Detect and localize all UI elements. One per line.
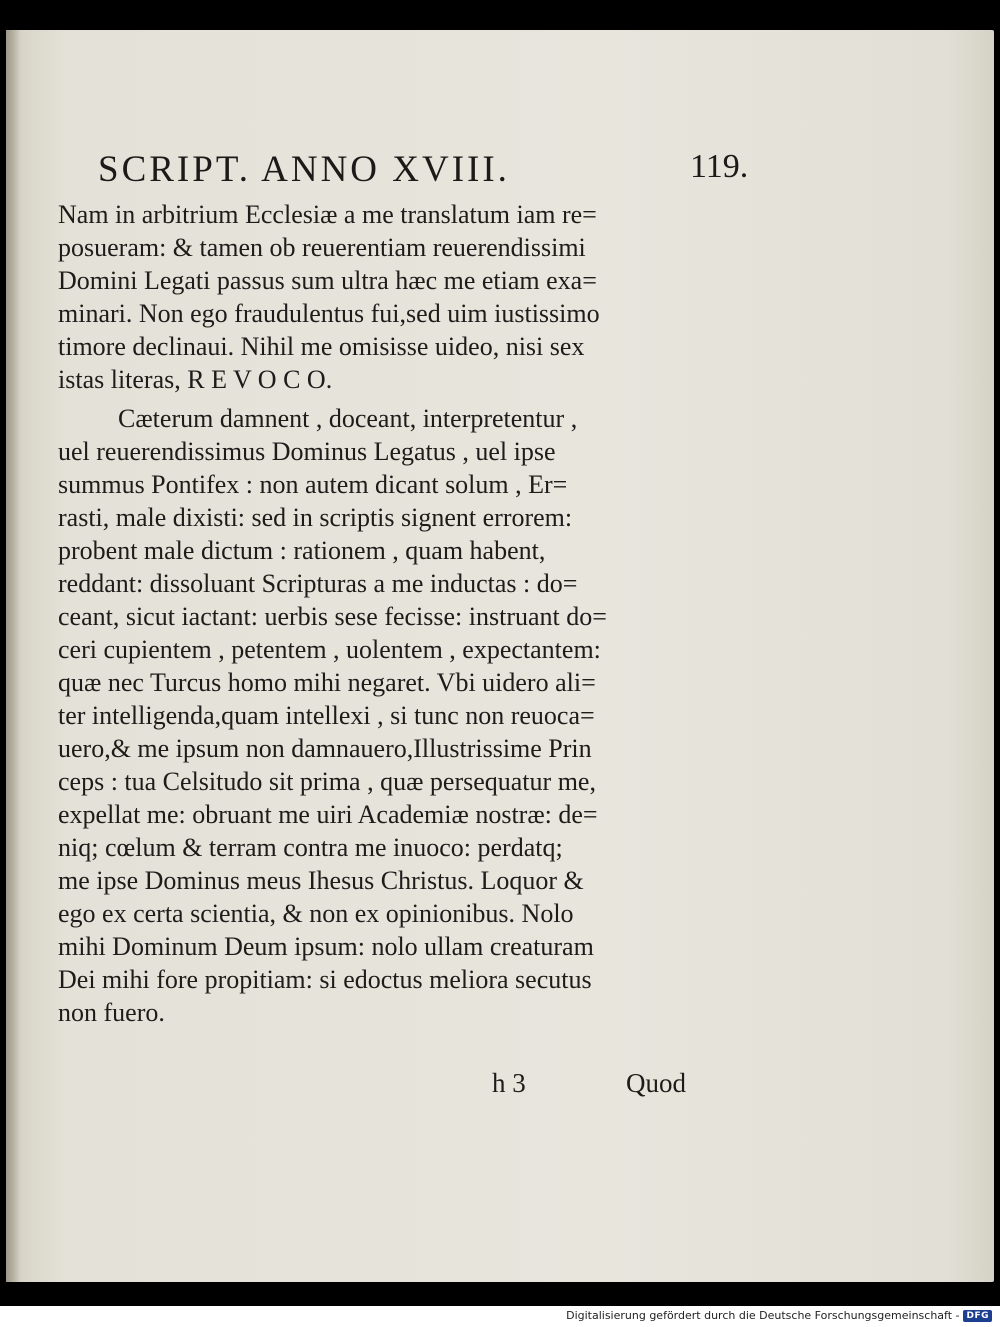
signature-mark: h 3	[492, 1068, 526, 1098]
body-text	[58, 198, 718, 1029]
running-title: SCRIPT. ANNO XVIII.	[98, 149, 510, 190]
dfg-logo-icon: DFG	[963, 1310, 992, 1322]
text-line: ter intelligenda,quam intellexi , si tunc non reuoca=	[58, 701, 595, 730]
paragraph-2	[58, 402, 718, 1029]
text-line: reddant: dissoluant Scripturas a me inductas : do=	[58, 569, 578, 598]
page-header	[98, 148, 758, 198]
text-line: niq; cœlum & terram contra me inuoco: perdatq;	[58, 833, 563, 862]
text-line: Domini Legati passus sum ultra hæc me etiam exa=	[58, 266, 597, 295]
text-line: istas literas, R E V O C O.	[58, 365, 333, 394]
text-line: ceps : tua Celsitudo sit prima , quæ persequatur me,	[58, 767, 596, 796]
text-line: timore declinaui. Nihil me omisisse uideo, nisi sex	[58, 332, 585, 361]
text-line: expellat me: obruant me uiri Academiæ nostræ: de=	[58, 800, 598, 829]
digitization-credit	[566, 1309, 992, 1322]
text-line: uero,& me ipsum non damnauero,Illustrissime Prin	[58, 734, 592, 763]
text-line: posueram: & tamen ob reuerentiam reuerendissimi	[58, 233, 586, 262]
text-line: probent male dictum : rationem , quam habent,	[58, 536, 546, 565]
page-gutter-shadow	[6, 30, 20, 1282]
text-line: rasti, male dixisti: sed in scriptis signent errorem:	[58, 503, 573, 532]
text-line: ceri cupientem , petentem , uolentem , expectantem:	[58, 635, 601, 664]
book-page	[6, 30, 994, 1282]
text-line: minari. Non ego fraudulentus fui,sed uim iustissimo	[58, 299, 600, 328]
text-line: uel reuerendissimus Dominus Legatus , uel ipse	[58, 437, 556, 466]
catchword: Quod	[626, 1068, 686, 1098]
text-line: me ipse Dominus meus Ihesus Christus. Loquor &	[58, 866, 584, 895]
credit-text: Digitalisierung gefördert durch die Deutsche Forschungsgemeinschaft -	[566, 1309, 960, 1322]
text-line: summus Pontifex : non autem dicant solum , Er=	[58, 470, 568, 499]
paragraph-1	[58, 198, 718, 396]
page-number: 119.	[690, 148, 749, 185]
text-line: quæ nec Turcus homo mihi negaret. Vbi uidero ali=	[58, 668, 596, 697]
text-line: Cæterum damnent , doceant, interpretentur ,	[118, 404, 578, 433]
page-footer	[486, 1068, 726, 1104]
text-line: Dei mihi fore propitiam: si edoctus meliora secutus	[58, 965, 592, 994]
text-line: Nam in arbitrium Ecclesiæ a me translatum iam re=	[58, 200, 597, 229]
text-line: mihi Dominum Deum ipsum: nolo ullam creaturam	[58, 932, 594, 961]
text-line: non fuero.	[58, 998, 165, 1027]
text-line: ceant, sicut iactant: uerbis sese fecisse: instruant do=	[58, 602, 607, 631]
text-line: ego ex certa scientia, & non ex opinionibus. Nolo	[58, 899, 574, 928]
